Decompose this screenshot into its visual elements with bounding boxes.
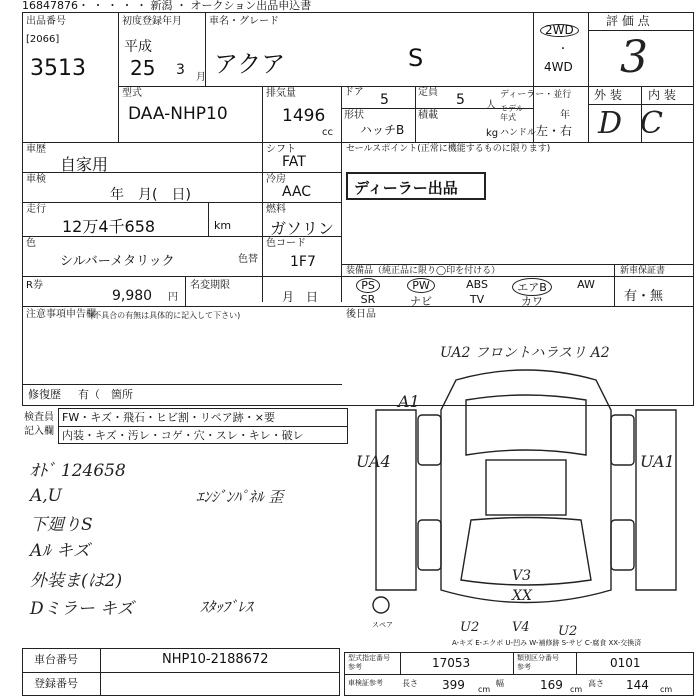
equip-aw: AW [577, 278, 595, 291]
check-label-1: 検査員 [24, 412, 54, 423]
diag-xx: XX [512, 588, 532, 604]
divider [513, 652, 514, 674]
shape-label: 形状 [344, 110, 364, 121]
chassis-value: NHP10-2188672 [162, 652, 269, 667]
color-code-label: 色コード [266, 238, 306, 249]
door-label: ドア [344, 87, 364, 98]
equip-leather: カワ [521, 295, 543, 308]
divider [22, 672, 340, 673]
width-unit: cm [570, 685, 583, 694]
first-reg-month: 3 [176, 62, 185, 78]
capacity-label: 定員 [418, 87, 438, 98]
type-spec-label: 型式指定番号 参考 [348, 654, 390, 671]
color-code-value: 1F7 [290, 254, 316, 270]
divider [22, 142, 694, 143]
divider [588, 30, 694, 31]
check-row-2: 内装・キズ・汚レ・コゲ・穴・スレ・キレ・破レ [62, 429, 304, 442]
rating-label: 評 価 点 [606, 14, 650, 28]
divider [588, 104, 694, 105]
length-label: 長さ [402, 679, 418, 688]
equipment-label: 装備品（純正品に限り◯印を付ける） [346, 266, 501, 276]
recycle-label: R券 [26, 280, 43, 291]
int-grade: C [640, 106, 663, 141]
divider [341, 142, 342, 302]
divider [415, 86, 416, 142]
check-label-2: 記入欄 [24, 426, 54, 437]
class-no-label: 類別区分番号 参考 [517, 654, 559, 671]
color-value: シルバーメタリック [60, 254, 175, 269]
equip-pw: PW [396, 278, 446, 293]
model-value: DAA-NHP10 [128, 104, 228, 124]
car-grade: S [408, 44, 424, 72]
length-unit: cm [478, 685, 491, 694]
displacement-label: 排気量 [266, 88, 296, 99]
diag-u2b: U2 [558, 624, 578, 639]
displacement-value: 1496 [282, 106, 326, 126]
registration-label: 登録番号 [34, 677, 78, 690]
width-value: 169 [540, 678, 563, 692]
divider [262, 86, 263, 142]
mileage-unit: km [214, 219, 232, 232]
divider [118, 86, 694, 87]
dims-ref-label: 車検証参考 [348, 679, 383, 687]
hand-note-2: ｽﾀｯﾌﾞﾚｽ [200, 598, 253, 616]
hand-note-1: ｴﾝｼﾞﾝﾊﾟﾈﾙ 歪 [196, 488, 284, 506]
length-value: 399 [442, 678, 465, 692]
capacity-unit: 人 [486, 100, 496, 111]
divider [588, 12, 589, 142]
inspection-value: 年 月( 日) [110, 187, 191, 203]
drive-2wd: 2WD [540, 24, 579, 37]
displacement-unit: cc [322, 127, 333, 138]
title-change-label: 名変期限 [190, 280, 230, 291]
equip-navi: ナビ [410, 295, 432, 308]
equip-tv: TV [469, 293, 485, 306]
notes-label: 注意事項申告欄 [26, 309, 96, 320]
model-label: 型式 [122, 88, 142, 99]
divider [262, 142, 263, 302]
divider [400, 652, 401, 674]
repair-value: 有（ 箇所 [78, 388, 133, 401]
divider [100, 648, 101, 696]
door-value: 5 [380, 92, 389, 108]
divider [58, 426, 348, 427]
warranty-label: 新車保証書 [620, 266, 666, 276]
recycle-unit: 円 [168, 292, 178, 303]
color-label: 色 [26, 238, 36, 249]
diag-v4: V4 [512, 620, 530, 635]
rating-score: 3 [620, 32, 648, 83]
usage-label: 車歴 [26, 144, 46, 155]
mileage-value: 12万4千658 [62, 217, 156, 236]
handle-label: ハンドル [500, 128, 537, 138]
fuel-label: 燃料 [266, 204, 286, 215]
listing-number: 3513 [30, 56, 86, 81]
ext-label: 外 装 [594, 88, 622, 102]
model-year-unit: 年 [560, 110, 570, 121]
chassis-label: 車台番号 [34, 653, 78, 666]
divider [533, 12, 534, 142]
hand-line-4: Aﾙ キズ [30, 541, 90, 561]
divider [22, 306, 694, 307]
car-name: アクア [214, 50, 286, 78]
divider [341, 86, 342, 142]
hand-line-3: 下廻りS [30, 515, 93, 535]
drive-4wd: 4WD [544, 60, 573, 74]
diag-spare: スペア [372, 621, 393, 629]
inspection-label: 車検 [26, 174, 46, 185]
ext-grade: D [598, 106, 623, 141]
height-unit: cm [660, 685, 673, 694]
repair-label: 修復歴 [28, 388, 61, 401]
height-value: 144 [626, 678, 649, 692]
divider [118, 12, 119, 142]
divider [344, 674, 694, 675]
diag-v3: V3 [512, 568, 532, 584]
model-year-label: モデル 年式 [500, 104, 524, 122]
divider [614, 264, 615, 306]
mileage-label: 走行 [26, 204, 46, 215]
sales-point-value: ディーラー出品 [354, 179, 458, 197]
fuel-value: ガソリン [270, 219, 335, 238]
sales-point-box [346, 172, 486, 200]
first-reg-month-suffix: 月 [196, 72, 206, 83]
divider [208, 202, 209, 236]
type-spec-value: 17053 [432, 656, 471, 670]
load-unit: kg [486, 128, 499, 139]
notes-sub: (不具合の有無は具体的に記入して下さい) [90, 311, 241, 320]
color-swap-label: 色替 [238, 254, 258, 265]
check-row-1: FW・キズ・飛石・ヒビ割・リペア跡・×要 [62, 411, 275, 424]
first-reg-era: 平成 [124, 39, 152, 55]
shift-label: シフト [266, 144, 296, 155]
height-label: 高さ [588, 679, 604, 688]
divider [576, 652, 577, 674]
diag-legend: A-キズ E-エクボ U-凹み W-補修跡 S-サビ C-腐食 XX-交換済 [452, 639, 642, 647]
diag-ua1: UA1 [640, 452, 675, 471]
handle-value: 左・右 [536, 124, 573, 138]
listing-label: 出品番号 [26, 16, 66, 27]
divider [341, 108, 533, 109]
diag-top-mark: UA2 フロントハラスリ A2 [440, 345, 610, 361]
hand-line-2: A,U [30, 486, 63, 506]
car-name-label: 車名・グレード [209, 16, 279, 27]
divider [22, 384, 342, 385]
top-header: 16847876・ ・ ・ ・ ・ 新潟 ・ オークション出品申込書 [22, 0, 312, 12]
equip-airbag: エアB [506, 278, 558, 296]
usage-value: 自家用 [60, 155, 109, 174]
int-label: 内 装 [648, 88, 676, 102]
hand-line-1: ｵﾄﾞ 124658 [30, 461, 126, 481]
divider [341, 264, 694, 265]
warranty-value: 有・無 [624, 289, 664, 304]
class-no-value: 0101 [610, 656, 641, 670]
divider [185, 276, 186, 306]
shift-value: FAT [282, 154, 306, 170]
equip-sr: SR [360, 293, 376, 306]
load-label: 積載 [418, 110, 438, 121]
first-reg-label: 初度登録年月 [122, 16, 182, 27]
equip-abs: ABS [466, 278, 488, 291]
width-label: 幅 [496, 679, 504, 688]
dealer-label: ディーラー・並行 [500, 90, 572, 100]
title-change-value: 月 日 [282, 290, 319, 304]
ac-label: 冷房 [266, 174, 286, 185]
recycle-value: 9,980 [112, 288, 153, 304]
sales-point-label: セールスポイント(正常に機能するものに限ります) [346, 144, 551, 154]
drive-sep: ・ [558, 44, 568, 55]
shape-value: ハッチB [360, 123, 405, 137]
listing-code: [2066] [26, 34, 60, 45]
diag-u2: U2 [460, 620, 480, 635]
capacity-value: 5 [456, 92, 465, 108]
hand-line-5: 外装ま(は2) [30, 571, 123, 591]
first-reg-year: 25 [130, 56, 156, 80]
hand-line-6: Dミラー キズ [30, 599, 134, 619]
diag-ua4: UA4 [356, 452, 391, 471]
diag-a1: A1 [398, 392, 420, 411]
equip-ps: PS [346, 278, 390, 293]
rear-label: 後日品 [346, 309, 376, 320]
ac-value: AAC [282, 184, 312, 200]
